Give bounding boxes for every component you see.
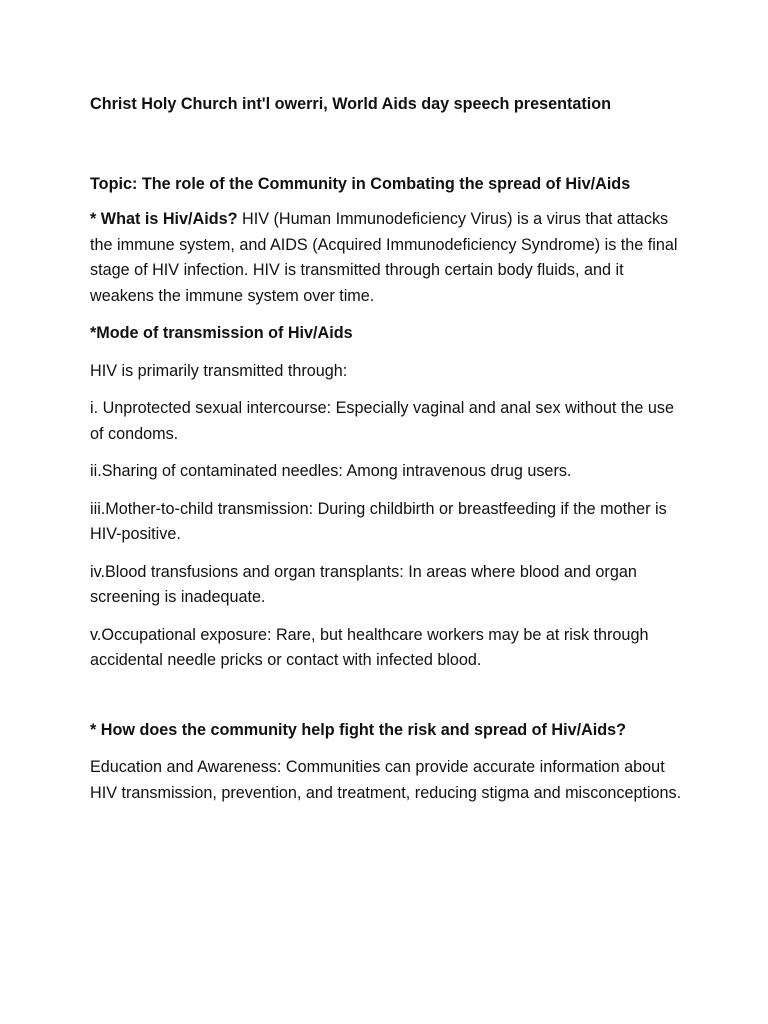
document-content [90, 92, 690, 806]
mode-item: iii.Mother-to-child transmission: During childbirth or breastfeeding if the mother is HIV-positive. [90, 499, 667, 543]
document-title: Christ Holy Church int'l owerri, World Aids day speech presentation [90, 95, 612, 113]
what-is-body: HIV (Human Immunodeficiency Virus) is a virus that attacks the immune system, and AIDS (Acquired Immunodeficiency Syndrome) is the final stage of HIV infection. HIV is transmitted through certain body fluids, and it weakens the immune system over time. [90, 210, 678, 305]
mode-item: i. Unprotected sexual intercourse: Especially vaginal and anal sex without the use of condoms. [90, 399, 674, 443]
community-body: Education and Awareness: Communities can provide accurate information about HIV transmission, prevention, and treatment, reducing stigma and misconceptions. [90, 758, 682, 802]
mode-item: iv.Blood transfusions and organ transplants: In areas where blood and organ screening is inadequate. [90, 562, 637, 606]
topic-heading: Topic: The role of the Community in Combating the spread of Hiv/Aids [90, 174, 631, 193]
what-is-paragraph [90, 207, 690, 309]
mode-item: ii.Sharing of contaminated needles: Among intravenous drug users. [90, 462, 572, 480]
mode-heading: *Mode of transmission of Hiv/Aids [90, 324, 353, 342]
community-heading: * How does the community help fight the risk and spread of Hiv/Aids? [90, 720, 627, 739]
mode-intro: HIV is primarily transmitted through: [90, 361, 348, 380]
what-is-heading: * What is Hiv/Aids? [90, 210, 238, 228]
mode-item: v.Occupational exposure: Rare, but healthcare workers may be at risk through accidental needle pricks or contact with infected blood. [90, 625, 649, 669]
